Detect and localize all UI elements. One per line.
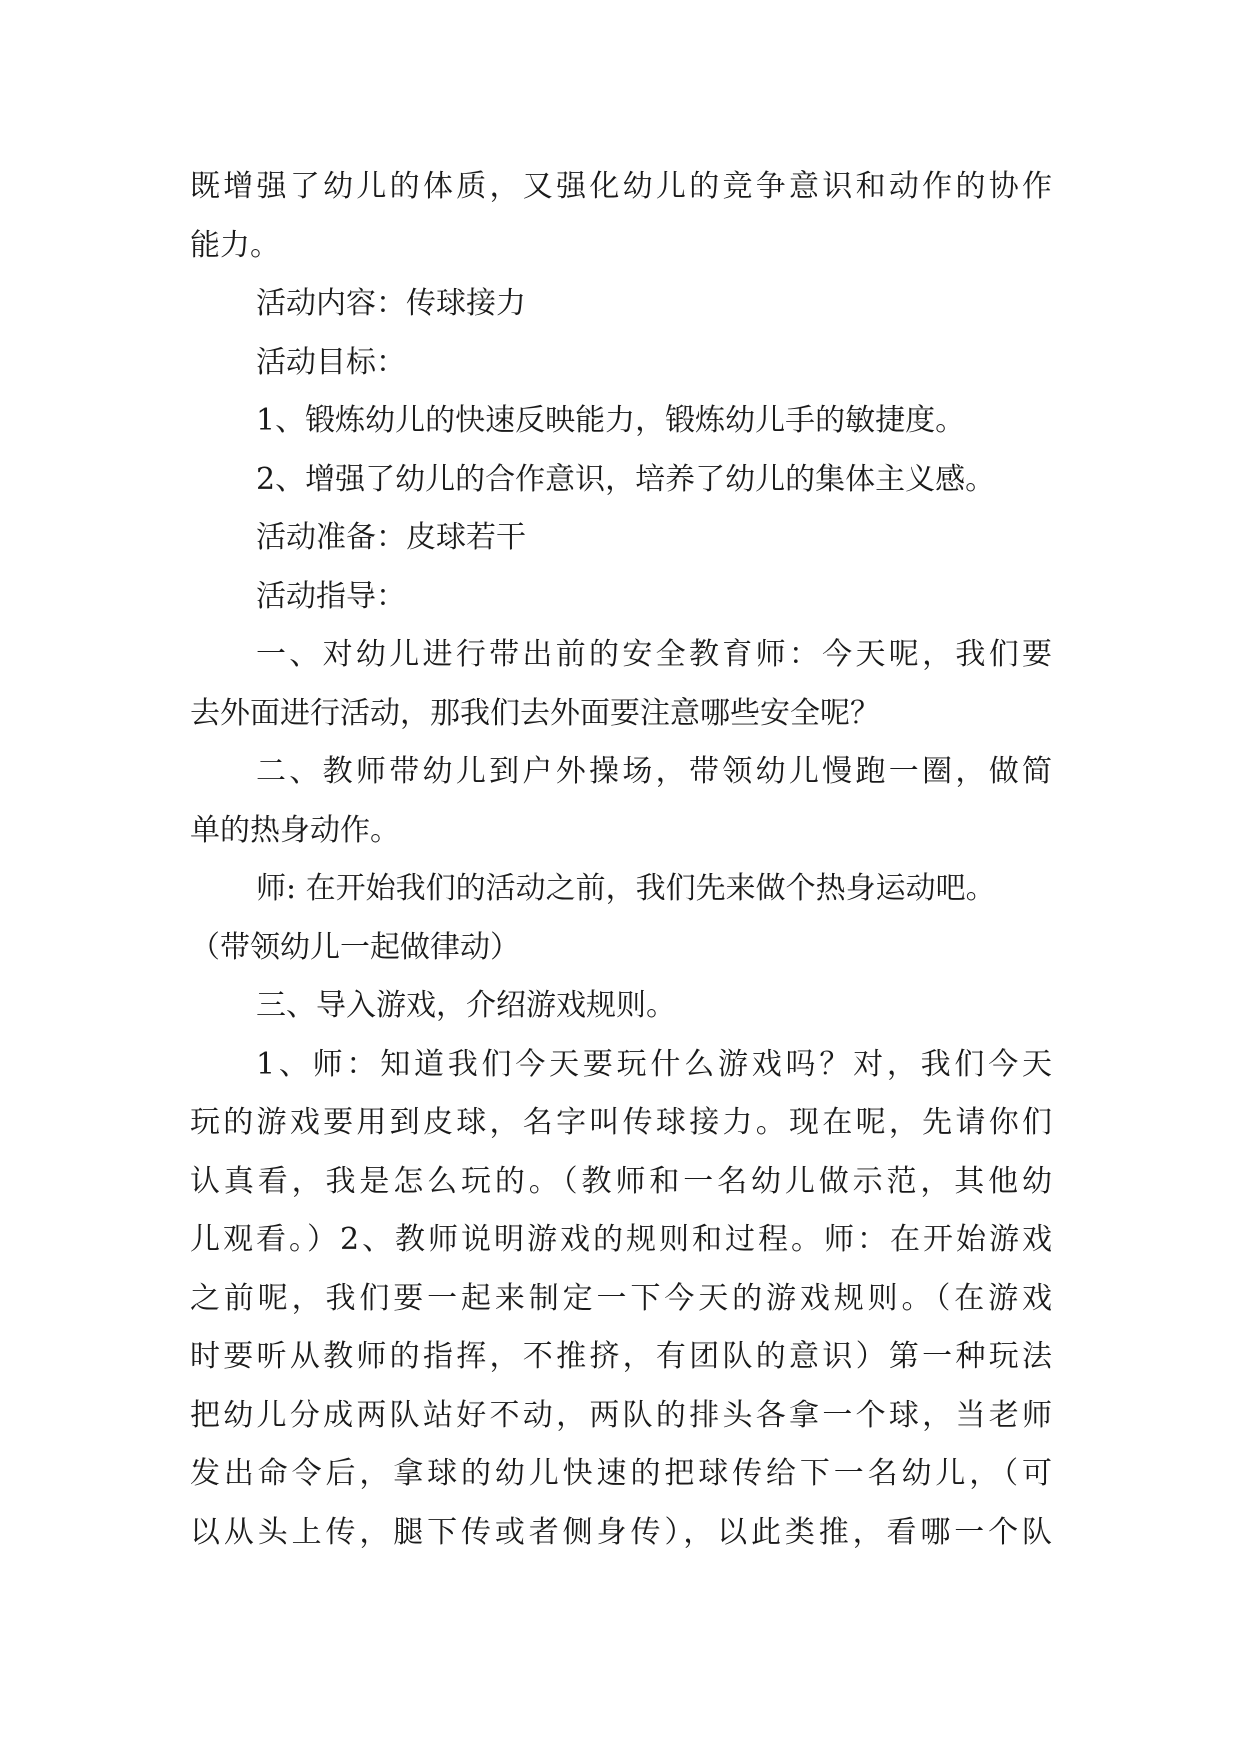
text-line: 2、增强了幼儿的合作意识，培养了幼儿的集体主义感。 — [256, 461, 996, 497]
text-line: 1、锻炼幼儿的快速反映能力，锻炼幼儿手的敏捷度。 — [256, 403, 966, 438]
text-line: 发出命令后，拿球的幼儿快速的把球传给下一名幼儿，（可 — [190, 1456, 1052, 1491]
text-line: 活动指导： — [256, 578, 406, 614]
text-line: 以从头上传，腿下传或者侧身传），以此类推，看哪一个队 — [190, 1514, 1052, 1550]
text-line: 去外面进行活动，那我们去外面要注意哪些安全呢？ — [190, 695, 880, 731]
text-line: 活动内容：传球接力 — [256, 286, 526, 321]
text-line: 儿观看。）2、教师说明游戏的规则和过程。师：在开始游戏 — [190, 1222, 1052, 1257]
text-line: 时要听从教师的指挥，不推挤，有团队的意识）第一种玩法 — [190, 1339, 1052, 1374]
text-line: 玩的游戏要用到皮球，名字叫传球接力。现在呢，先请你们 — [190, 1105, 1052, 1140]
text-line: （带领幼儿一起做律动） — [190, 929, 520, 965]
text-line: 活动准备：皮球若干 — [256, 520, 526, 555]
text-line: 二、教师带幼儿到户外操场，带领幼儿慢跑一圈，做简 — [256, 754, 1052, 789]
text-line: 一、对幼儿进行带出前的安全教育师：今天呢，我们要 — [256, 637, 1052, 672]
document-page — [190, 158, 1052, 1562]
text-line: 1、师：知道我们今天要玩什么游戏吗？对，我们今天 — [256, 1046, 1052, 1082]
text-line: 单的热身动作。 — [190, 812, 400, 848]
text-line: 把幼儿分成两队站好不动，两队的排头各拿一个球，当老师 — [190, 1397, 1052, 1433]
text-line: 三、导入游戏，介绍游戏规则。 — [256, 988, 676, 1023]
text-line: 认真看，我是怎么玩的。（教师和一名幼儿做示范，其他幼 — [190, 1163, 1052, 1199]
text-line: 既增强了幼儿的体质，又强化幼儿的竞争意识和动作的协作 — [190, 169, 1052, 204]
text-line: 师: 在开始我们的活动之前，我们先来做个热身运动吧。 — [256, 871, 996, 906]
text-line: 之前呢，我们要一起来制定一下今天的游戏规则。（在游戏 — [190, 1280, 1052, 1316]
text-line: 能力。 — [190, 227, 280, 263]
text-line: 活动目标： — [256, 344, 406, 380]
